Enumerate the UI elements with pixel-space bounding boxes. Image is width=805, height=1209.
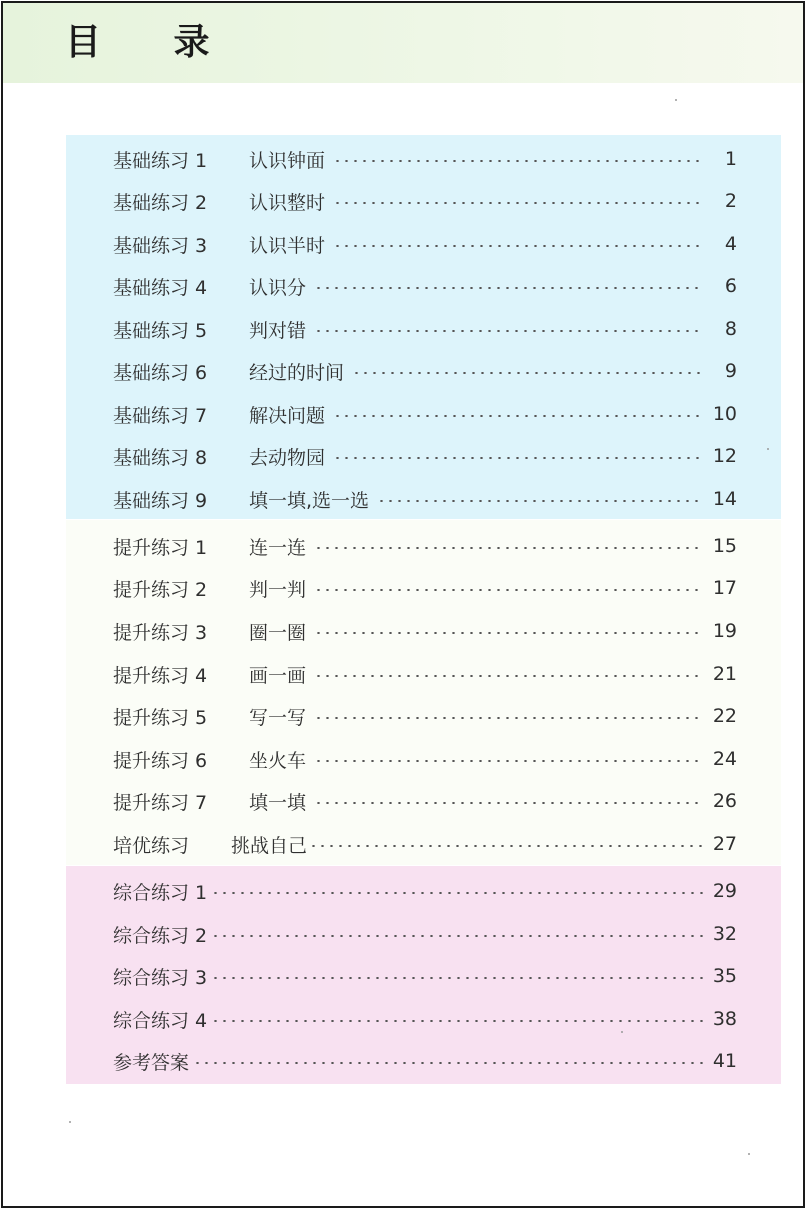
toc-row-page-number: 2 (724, 190, 737, 212)
toc-row-label: 基础练习 6 (113, 361, 208, 384)
toc-row-page-number: 24 (712, 748, 737, 770)
toc-row-page-number: 38 (712, 1008, 737, 1030)
toc-row[interactable] (113, 313, 737, 345)
toc-row-page-number: 15 (712, 535, 737, 557)
dot-leader (333, 160, 703, 162)
toc-row[interactable] (113, 828, 737, 860)
toc-row-page-number: 1 (724, 148, 737, 170)
dot-leader (333, 202, 703, 204)
toc-row-label: 综合练习 4 (113, 1009, 208, 1032)
toc-row-label: 基础练习 7 (113, 404, 208, 427)
toc-row-topic: 认识分 (249, 276, 307, 299)
toc-row-page-number: 35 (712, 965, 737, 987)
toc-row[interactable] (113, 1003, 737, 1035)
toc-row-page-number: 12 (712, 445, 737, 467)
toc-row[interactable] (113, 185, 737, 217)
dot-leader (211, 935, 703, 937)
toc-row[interactable] (113, 1045, 737, 1077)
toc-row-label: 基础练习 5 (113, 319, 208, 342)
toc-row-page-number: 32 (712, 923, 737, 945)
toc-row-page-number: 26 (712, 790, 737, 812)
dot-leader (314, 760, 703, 762)
toc-row-label: 基础练习 8 (113, 446, 208, 469)
toc-row-topic: 认识钟面 (249, 149, 326, 172)
dot-leader (333, 415, 703, 417)
toc-row-label: 提升练习 4 (113, 664, 208, 687)
toc-row-label: 参考答案 (113, 1051, 190, 1074)
toc-row-label: 提升练习 1 (113, 536, 208, 559)
toc-row-page-number: 14 (712, 488, 737, 510)
toc-row[interactable] (113, 483, 737, 515)
toc-row-label: 综合练习 1 (113, 881, 208, 904)
dot-leader (314, 589, 703, 591)
toc-row-topic: 经过的时间 (249, 361, 345, 384)
toc-row-label: 提升练习 3 (113, 621, 208, 644)
toc-row-page-number: 27 (712, 833, 737, 855)
toc-row[interactable] (113, 700, 737, 732)
toc-row[interactable] (113, 572, 737, 604)
toc-row-label: 综合练习 2 (113, 924, 208, 947)
toc-row-label: 综合练习 3 (113, 966, 208, 989)
toc-row[interactable] (113, 918, 737, 950)
toc-row[interactable] (113, 355, 737, 387)
toc-row-label: 基础练习 9 (113, 489, 208, 512)
toc-row-topic: 坐火车 (249, 749, 307, 772)
toc-row-page-number: 4 (724, 233, 737, 255)
dot-leader (333, 457, 703, 459)
toc-row[interactable] (113, 530, 737, 562)
dot-leader (314, 632, 703, 634)
dot-leader (211, 977, 703, 979)
scan-speck (69, 1121, 71, 1123)
dot-leader (309, 845, 703, 847)
toc-row-topic: 画一画 (249, 664, 307, 687)
dot-leader (314, 547, 703, 549)
toc-row[interactable] (113, 785, 737, 817)
dot-leader (211, 1020, 703, 1022)
scan-speck (621, 1031, 623, 1033)
toc-row-label: 培优练习 (113, 834, 190, 857)
toc-row[interactable] (113, 143, 737, 175)
toc-row-label: 基础练习 1 (113, 149, 208, 172)
dot-leader (314, 717, 703, 719)
toc-row-topic: 填一填,选一选 (249, 489, 370, 512)
toc-page (1, 1, 805, 1208)
toc-row-topic: 判一判 (249, 578, 307, 601)
toc-row-page-number: 29 (712, 880, 737, 902)
dot-leader (314, 802, 703, 804)
toc-row-label: 基础练习 4 (113, 276, 208, 299)
toc-row[interactable] (113, 658, 737, 690)
dot-leader (314, 675, 703, 677)
toc-row-page-number: 21 (712, 663, 737, 685)
toc-row[interactable] (113, 398, 737, 430)
toc-row[interactable] (113, 270, 737, 302)
toc-row-topic: 判对错 (249, 319, 307, 342)
dot-leader (193, 1062, 703, 1064)
toc-row-topic: 解决问题 (249, 404, 326, 427)
toc-row-topic: 去动物园 (249, 446, 326, 469)
toc-row-topic: 圈一圈 (249, 621, 307, 644)
toc-row-label: 提升练习 2 (113, 578, 208, 601)
toc-row-label: 提升练习 7 (113, 791, 208, 814)
toc-row-label: 提升练习 5 (113, 706, 208, 729)
toc-row[interactable] (113, 960, 737, 992)
toc-row-topic: 填一填 (249, 791, 307, 814)
toc-row-label: 提升练习 6 (113, 749, 208, 772)
toc-row-page-number: 19 (712, 620, 737, 642)
toc-row-topic: 连一连 (249, 536, 307, 559)
toc-row-topic: 写一写 (249, 706, 307, 729)
toc-row-topic: 挑战自己 (231, 834, 308, 857)
toc-row-label: 基础练习 3 (113, 234, 208, 257)
toc-row-page-number: 17 (712, 577, 737, 599)
dot-leader (314, 287, 703, 289)
toc-row-label: 基础练习 2 (113, 191, 208, 214)
toc-row-topic: 认识半时 (249, 234, 326, 257)
page-title: 目 录 (65, 22, 240, 63)
dot-leader (314, 330, 703, 332)
toc-row-page-number: 22 (712, 705, 737, 727)
toc-row[interactable] (113, 615, 737, 647)
dot-leader (211, 892, 703, 894)
toc-row-page-number: 9 (724, 360, 737, 382)
dot-leader (377, 500, 703, 502)
toc-row-topic: 认识整时 (249, 191, 326, 214)
scan-speck (748, 1153, 750, 1155)
toc-row-page-number: 10 (712, 403, 737, 425)
toc-row[interactable] (113, 875, 737, 907)
toc-row-page-number: 6 (724, 275, 737, 297)
scan-speck (767, 448, 769, 450)
toc-row-page-number: 41 (712, 1050, 737, 1072)
toc-row[interactable] (113, 743, 737, 775)
toc-row[interactable] (113, 228, 737, 260)
scan-speck (675, 99, 677, 101)
dot-leader (333, 245, 703, 247)
dot-leader (352, 372, 703, 374)
toc-row-page-number: 8 (724, 318, 737, 340)
toc-row[interactable] (113, 440, 737, 472)
